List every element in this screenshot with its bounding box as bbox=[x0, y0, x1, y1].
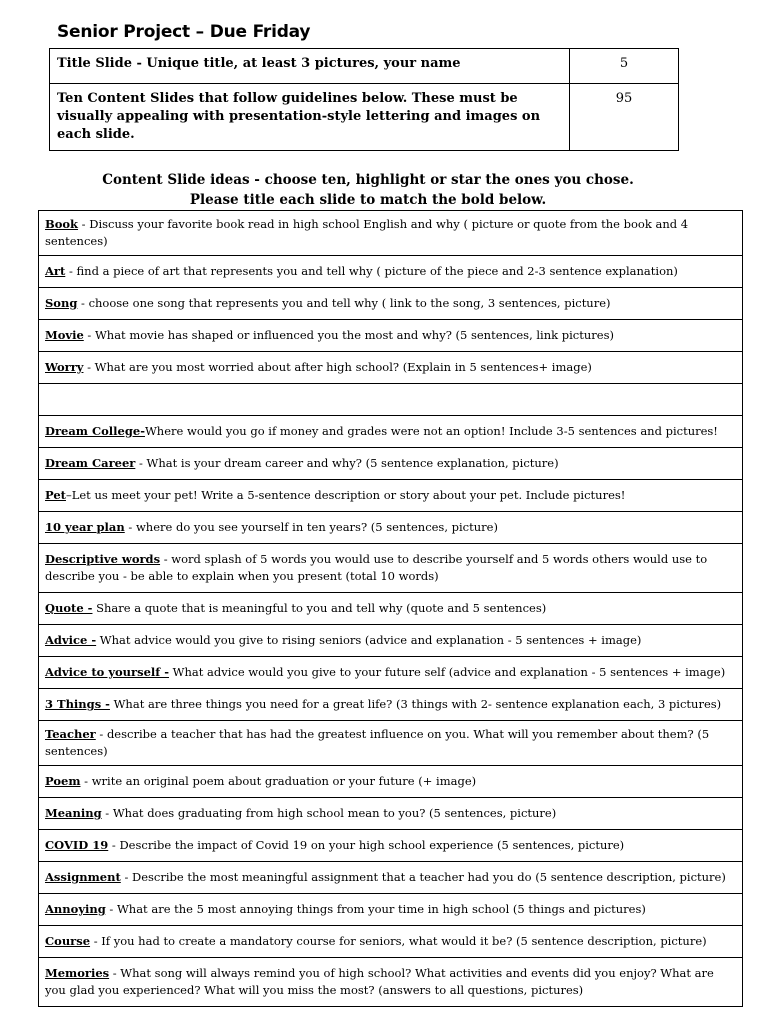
slide-idea-description: What advice would you give to rising seniors (advice and explanation - 5 sentences + image) bbox=[96, 633, 642, 647]
slide-idea-description: - word splash of 5 words you would use to describe yourself and 5 words others would use to describe you - be able to explain when you present (total 10 words) bbox=[45, 552, 708, 583]
slide-idea-description: –Let us meet your pet! Write a 5-sentence description or story about your pet. Include pictures! bbox=[65, 488, 626, 502]
slide-idea-row bbox=[39, 862, 743, 894]
slide-idea-row bbox=[39, 544, 743, 593]
slide-idea-description: - Discuss your favorite book read in high school English and why ( picture or quote from the book and 4 sentences) bbox=[45, 217, 689, 248]
slide-idea-title: Quote - bbox=[45, 601, 93, 615]
slide-idea-row bbox=[39, 480, 743, 512]
slide-idea-row bbox=[39, 288, 743, 320]
slide-idea-cell bbox=[39, 593, 743, 625]
slide-idea-title: Assignment bbox=[45, 870, 121, 884]
slide-idea-description: - What are you most worried about after high school? (Explain in 5 sentences+ image) bbox=[83, 360, 592, 374]
grading-requirement: Ten Content Slides that follow guidelines below. These must be visually appealing with presentation-style lettering and images on each slide. bbox=[50, 84, 570, 151]
slide-idea-row bbox=[39, 416, 743, 448]
slide-idea-cell bbox=[39, 384, 743, 416]
slide-idea-description: - describe a teacher that has had the greatest influence on you. What will you remember about them? (5 sentences) bbox=[45, 727, 710, 758]
document-title: Senior Project – Due Friday bbox=[57, 22, 311, 42]
slide-idea-title: COVID 19 bbox=[45, 838, 109, 852]
slide-idea-title: Course bbox=[45, 934, 91, 948]
slide-idea-row bbox=[39, 211, 743, 256]
slide-idea-description: What advice would you give to your future self (advice and explanation - 5 sentences + image) bbox=[168, 665, 726, 679]
slide-idea-row bbox=[39, 352, 743, 384]
slide-idea-row bbox=[39, 721, 743, 766]
slide-idea-cell bbox=[39, 766, 743, 798]
slide-idea-description: Share a quote that is meaningful to you and tell why (quote and 5 sentences) bbox=[92, 601, 547, 615]
slide-idea-title: Worry bbox=[45, 360, 84, 374]
slide-idea-cell bbox=[39, 798, 743, 830]
slide-idea-cell bbox=[39, 830, 743, 862]
slide-idea-row bbox=[39, 657, 743, 689]
slide-idea-description: - Describe the impact of Covid 19 on your high school experience (5 sentences, picture) bbox=[108, 838, 625, 852]
slide-idea-description: - choose one song that represents you and tell why ( link to the song, 3 sentences, picture) bbox=[77, 296, 611, 310]
slide-idea-row bbox=[39, 512, 743, 544]
slide-idea-cell bbox=[39, 416, 743, 448]
slide-idea-title: Book bbox=[45, 217, 79, 231]
instructions-line-2: Please title each slide to match the bold below. bbox=[189, 192, 547, 208]
slide-idea-cell bbox=[39, 480, 743, 512]
slide-idea-cell bbox=[39, 448, 743, 480]
slide-idea-title: Dream Career bbox=[45, 456, 136, 470]
slide-ideas-table bbox=[38, 210, 743, 1007]
slide-idea-cell bbox=[39, 211, 743, 256]
slide-idea-cell bbox=[39, 625, 743, 657]
slide-idea-cell bbox=[39, 256, 743, 288]
slide-idea-cell bbox=[39, 512, 743, 544]
slide-idea-row bbox=[39, 384, 743, 416]
grading-requirement: Title Slide - Unique title, at least 3 pictures, your name bbox=[50, 49, 570, 84]
grading-row bbox=[50, 49, 679, 84]
slide-idea-description: - What does graduating from high school mean to you? (5 sentences, picture) bbox=[101, 806, 557, 820]
slide-idea-title: 10 year plan bbox=[45, 520, 125, 534]
slide-idea-title: Memories bbox=[45, 966, 110, 980]
slide-idea-row bbox=[39, 798, 743, 830]
slide-idea-row bbox=[39, 926, 743, 958]
slide-idea-cell bbox=[39, 958, 743, 1007]
slide-idea-cell bbox=[39, 320, 743, 352]
slide-idea-row bbox=[39, 689, 743, 721]
slide-idea-title: Pet bbox=[45, 488, 66, 502]
slide-idea-row bbox=[39, 448, 743, 480]
slide-idea-title: Movie bbox=[45, 328, 84, 342]
slide-idea-cell bbox=[39, 544, 743, 593]
slide-idea-title: Annoying bbox=[45, 902, 106, 916]
slide-idea-row bbox=[39, 830, 743, 862]
slide-idea-title: Art bbox=[45, 264, 66, 278]
slide-idea-description: - What are the 5 most annoying things from your time in high school (5 things and pictures) bbox=[105, 902, 646, 916]
slide-idea-row bbox=[39, 256, 743, 288]
slide-idea-cell bbox=[39, 352, 743, 384]
grading-row bbox=[50, 84, 679, 151]
slide-idea-description: - What is your dream career and why? (5 sentence explanation, picture) bbox=[135, 456, 559, 470]
grading-points: 5 bbox=[570, 49, 679, 84]
grading-points: 95 bbox=[570, 84, 679, 151]
slide-idea-description: What are three things you need for a great life? (3 things with 2- sentence explanation each, 3 pictures) bbox=[109, 697, 722, 711]
instructions bbox=[38, 170, 698, 210]
slide-idea-cell bbox=[39, 657, 743, 689]
slide-idea-cell bbox=[39, 288, 743, 320]
slide-idea-title: Dream College- bbox=[45, 424, 145, 438]
slide-idea-cell bbox=[39, 926, 743, 958]
slide-idea-title: Advice to yourself - bbox=[45, 665, 169, 679]
slide-idea-description: - find a piece of art that represents you and tell why ( picture of the piece and 2-3 sentence explanation) bbox=[65, 264, 678, 278]
slide-idea-title: Meaning bbox=[45, 806, 102, 820]
slide-idea-title: 3 Things - bbox=[45, 697, 110, 711]
slide-idea-description: - What movie has shaped or influenced you the most and why? (5 sentences, link pictures) bbox=[83, 328, 614, 342]
grading-table bbox=[49, 48, 679, 151]
slide-idea-description: - where do you see yourself in ten years? (5 sentences, picture) bbox=[124, 520, 498, 534]
slide-idea-cell bbox=[39, 862, 743, 894]
slide-idea-title: Descriptive words bbox=[45, 552, 161, 566]
slide-idea-description: - write an original poem about graduation or your future (+ image) bbox=[80, 774, 477, 788]
slide-idea-row bbox=[39, 958, 743, 1007]
slide-idea-description: - If you had to create a mandatory course for seniors, what would it be? (5 sentence description, picture) bbox=[90, 934, 707, 948]
slide-idea-description: - What song will always remind you of high school? What activities and events did you enjoy? What are you glad you experienced? What will you miss the most? (answers to all questions, pictures) bbox=[45, 966, 714, 997]
slide-idea-cell bbox=[39, 721, 743, 766]
slide-idea-cell bbox=[39, 894, 743, 926]
slide-idea-description: Where would you go if money and grades were not an option! Include 3-5 sentences and pictures! bbox=[144, 424, 718, 438]
slide-idea-description: - Describe the most meaningful assignment that a teacher had you do (5 sentence description, picture) bbox=[120, 870, 726, 884]
slide-idea-title: Poem bbox=[45, 774, 81, 788]
slide-idea-title: Song bbox=[45, 296, 78, 310]
slide-idea-row bbox=[39, 593, 743, 625]
slide-idea-title: Teacher bbox=[45, 727, 96, 741]
instructions-line-1: Content Slide ideas - choose ten, highlight or star the ones you chose. bbox=[102, 172, 634, 188]
slide-idea-title: Advice - bbox=[45, 633, 97, 647]
slide-idea-cell bbox=[39, 689, 743, 721]
slide-idea-row bbox=[39, 320, 743, 352]
slide-idea-row bbox=[39, 625, 743, 657]
slide-idea-row bbox=[39, 894, 743, 926]
slide-idea-row bbox=[39, 766, 743, 798]
